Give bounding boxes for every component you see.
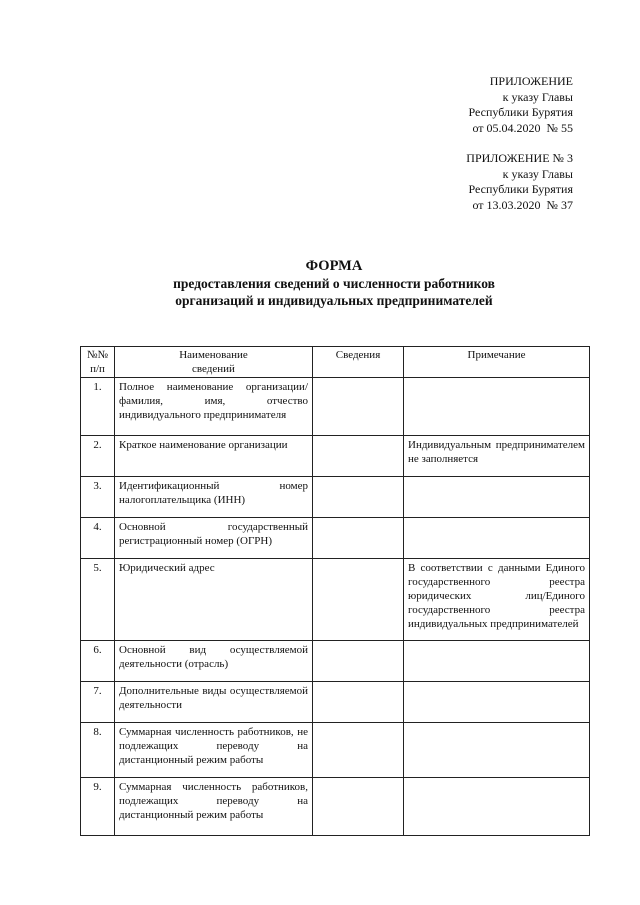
row-name: Основной государственный регистрационный номер (ОГРН) bbox=[115, 518, 313, 559]
row-note bbox=[404, 477, 590, 518]
row-name: Основной вид осуществляемой деятельности (отрасль) bbox=[115, 641, 313, 682]
row-note bbox=[404, 518, 590, 559]
row-name: Полное наименование организации/фамилия, имя, отчество индивидуального предпринимателя bbox=[115, 378, 313, 436]
row-info-cell[interactable] bbox=[313, 518, 404, 559]
table-row bbox=[81, 378, 590, 436]
appendix-1-line-4: от 05.04.2020 № 55 bbox=[472, 120, 573, 135]
row-info-cell[interactable] bbox=[313, 378, 404, 436]
row-number: 7. bbox=[81, 682, 115, 723]
row-note bbox=[404, 682, 590, 723]
row-info-cell[interactable] bbox=[313, 723, 404, 778]
row-number: 3. bbox=[81, 477, 115, 518]
table-row bbox=[81, 436, 590, 477]
appendix-1-line-2: к указу Главы bbox=[502, 89, 573, 104]
row-name: Суммарная численность работников, подлежащих переводу на дистанционный режим работы bbox=[115, 778, 313, 836]
appendix-block-2 bbox=[466, 151, 573, 213]
table-row bbox=[81, 477, 590, 518]
form-title-line-2: организаций и индивидуальных предпринимателей bbox=[175, 293, 493, 308]
appendix-2-line-4: от 13.03.2020 № 37 bbox=[472, 197, 573, 212]
appendix-1-line-1: ПРИЛОЖЕНИЕ bbox=[489, 74, 573, 88]
appendix-2-line-1: ПРИЛОЖЕНИЕ № 3 bbox=[466, 151, 573, 165]
row-note: В соответствии с данными Единого государственного реестра юридических лиц/Единого государственного реестра индивидуальных предпринимателей bbox=[404, 559, 590, 641]
table-row bbox=[81, 723, 590, 778]
header-note: Примечание bbox=[404, 347, 590, 378]
row-name: Краткое наименование организации bbox=[115, 436, 313, 477]
table-row bbox=[81, 518, 590, 559]
header-info: Сведения bbox=[313, 347, 404, 378]
row-name: Идентификационный номер налогоплательщика (ИНН) bbox=[115, 477, 313, 518]
info-table bbox=[80, 346, 590, 836]
table-row bbox=[81, 682, 590, 723]
appendix-2-line-2: к указу Главы bbox=[502, 166, 573, 181]
header-name: Наименование сведений bbox=[115, 347, 313, 378]
row-info-cell[interactable] bbox=[313, 778, 404, 836]
row-name: Юридический адрес bbox=[115, 559, 313, 641]
table-row bbox=[81, 641, 590, 682]
row-number: 5. bbox=[81, 559, 115, 641]
row-number: 8. bbox=[81, 723, 115, 778]
table-row bbox=[81, 778, 590, 836]
row-info-cell[interactable] bbox=[313, 641, 404, 682]
row-note bbox=[404, 723, 590, 778]
appendix-block-1 bbox=[469, 74, 574, 136]
row-number: 2. bbox=[81, 436, 115, 477]
form-title bbox=[0, 258, 640, 309]
form-title-line-1: предоставления сведений о численности работников bbox=[173, 276, 495, 291]
row-note bbox=[404, 778, 590, 836]
table-header-row bbox=[81, 347, 590, 378]
row-note bbox=[404, 641, 590, 682]
appendix-2-line-3: Республики Бурятия bbox=[468, 182, 573, 196]
row-number: 6. bbox=[81, 641, 115, 682]
row-info-cell[interactable] bbox=[313, 559, 404, 641]
row-info-cell[interactable] bbox=[313, 436, 404, 477]
row-info-cell[interactable] bbox=[313, 477, 404, 518]
row-number: 9. bbox=[81, 778, 115, 836]
row-note: Индивидуальным предпринимателем не заполняется bbox=[404, 436, 590, 477]
form-title-word: ФОРМА bbox=[305, 258, 363, 274]
row-info-cell[interactable] bbox=[313, 682, 404, 723]
row-number: 4. bbox=[81, 518, 115, 559]
row-name: Суммарная численность работников, не подлежащих переводу на дистанционный режим работы bbox=[115, 723, 313, 778]
table-row bbox=[81, 559, 590, 641]
appendix-1-line-3: Республики Бурятия bbox=[468, 105, 573, 119]
row-name: Дополнительные виды осуществляемой деятельности bbox=[115, 682, 313, 723]
row-note bbox=[404, 378, 590, 436]
row-number: 1. bbox=[81, 378, 115, 436]
header-number: №№ п/п bbox=[81, 347, 115, 378]
